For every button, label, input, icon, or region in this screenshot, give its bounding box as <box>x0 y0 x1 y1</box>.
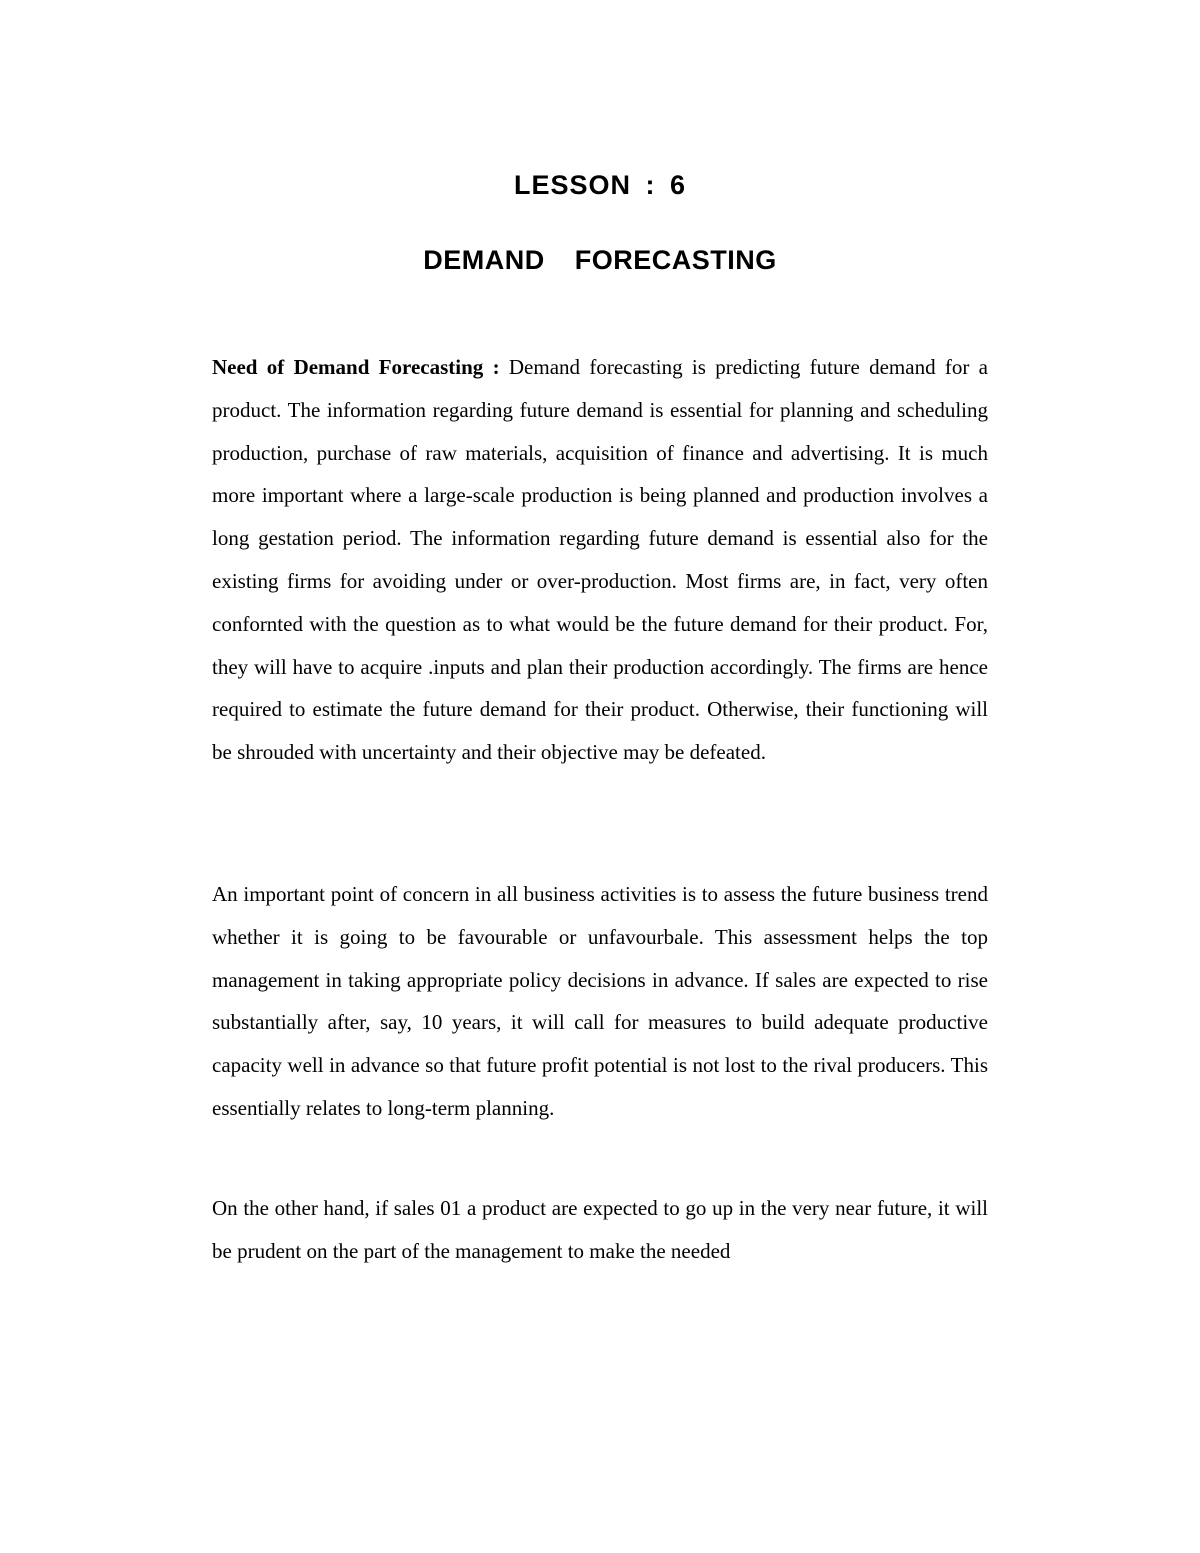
paragraph-near-future-sales <box>212 1187 988 1273</box>
paragraph-business-trend <box>212 873 988 1130</box>
paragraph-lead-in: Need of Demand Forecasting : <box>212 355 500 379</box>
lesson-number-heading: LESSON : 6 <box>513 170 687 200</box>
paragraph-text: On the other hand, if sales 01 a product are expected to go up in the very near future, it will be prudent on the part of the management to make the needed <box>212 1196 988 1263</box>
paragraph-need-of-demand-forecasting <box>212 346 988 774</box>
paragraph-text: Demand forecasting is predicting future demand for a product. The information regarding future demand is essential for planning and scheduling production, purchase of raw materials, acquisition of finance and advertising. It is much more important where a large-scale production is being planned and production involves a long gestation period. The information regarding future demand is essential also for the existing firms for avoiding under or over-production. Most firms are, in fact, very often confornted with the question as to what would be the future demand for their product. For, they will have to acquire .inputs and plan their production accordingly. The firms are hence required to estimate the future demand for their product. Otherwise, their functioning will be shrouded with uncertainty and their objective may be defeated. <box>212 355 988 765</box>
lesson-title: DEMAND FORECASTING <box>423 245 777 275</box>
paragraph-text: An important point of concern in all business activities is to assess the future business trend whether it is going to be favourable or unfavourbale. This assessment helps the top management in taking appropriate policy decisions in advance. If sales are expected to rise substantially after, say, 10 years, it will call for measures to build adequate productive capacity well in advance so that future profit potential is not lost to the rival producers. This essentially relates to long-term planning. <box>212 882 988 1120</box>
